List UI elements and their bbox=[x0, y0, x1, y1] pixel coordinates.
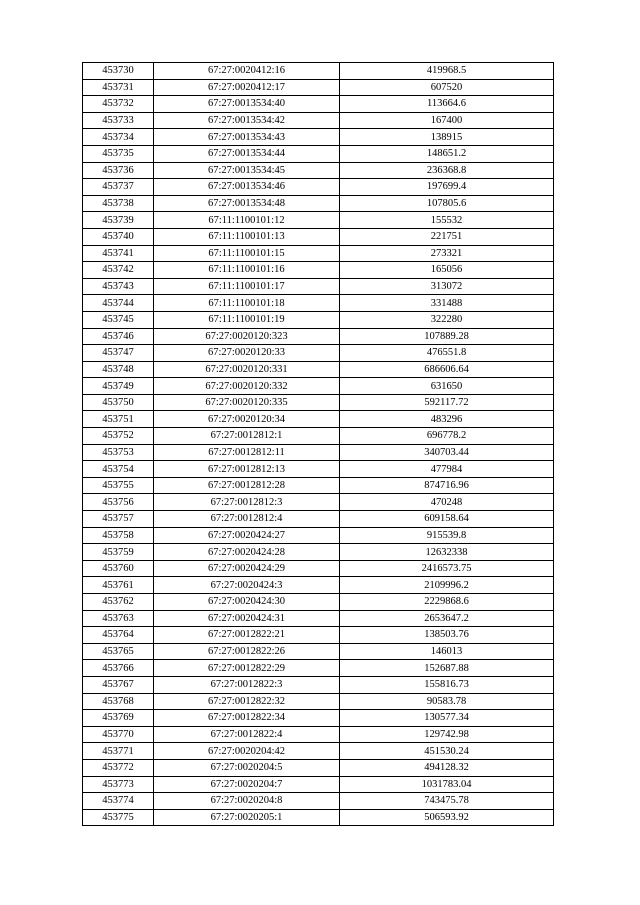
value-cell: 631650 bbox=[340, 378, 554, 395]
cadastral-number-cell: 67:27:0020424:31 bbox=[154, 610, 340, 627]
value-cell: 743475.78 bbox=[340, 793, 554, 810]
cadastral-number-cell: 67:27:0012812:1 bbox=[154, 428, 340, 445]
row-number-cell: 453738 bbox=[83, 195, 154, 212]
row-number-cell: 453748 bbox=[83, 361, 154, 378]
row-number-cell: 453753 bbox=[83, 444, 154, 461]
cadastral-number-cell: 67:27:0020204:7 bbox=[154, 776, 340, 793]
value-cell: 165056 bbox=[340, 262, 554, 279]
value-cell: 129742.98 bbox=[340, 726, 554, 743]
table-row bbox=[83, 793, 554, 810]
value-cell: 273321 bbox=[340, 245, 554, 262]
cadastral-number-cell: 67:11:1100101:17 bbox=[154, 278, 340, 295]
cadastral-number-cell: 67:11:1100101:13 bbox=[154, 228, 340, 245]
cadastral-number-cell: 67:27:0020120:332 bbox=[154, 378, 340, 395]
cadastral-number-cell: 67:27:0012812:4 bbox=[154, 511, 340, 528]
value-cell: 146013 bbox=[340, 643, 554, 660]
row-number-cell: 453766 bbox=[83, 660, 154, 677]
cadastral-number-cell: 67:27:0020204:42 bbox=[154, 743, 340, 760]
value-cell: 167400 bbox=[340, 112, 554, 129]
value-cell: 340703.44 bbox=[340, 444, 554, 461]
cadastral-value-table bbox=[82, 62, 554, 826]
table-row bbox=[83, 627, 554, 644]
row-number-cell: 453751 bbox=[83, 411, 154, 428]
row-number-cell: 453772 bbox=[83, 759, 154, 776]
table-row bbox=[83, 278, 554, 295]
row-number-cell: 453735 bbox=[83, 145, 154, 162]
row-number-cell: 453756 bbox=[83, 494, 154, 511]
table-row bbox=[83, 660, 554, 677]
row-number-cell: 453762 bbox=[83, 594, 154, 611]
value-cell: 322280 bbox=[340, 311, 554, 328]
cadastral-number-cell: 67:27:0013534:44 bbox=[154, 145, 340, 162]
table-row bbox=[83, 511, 554, 528]
row-number-cell: 453745 bbox=[83, 311, 154, 328]
cadastral-number-cell: 67:27:0020424:27 bbox=[154, 527, 340, 544]
table-row bbox=[83, 129, 554, 146]
cadastral-number-cell: 67:27:0020120:331 bbox=[154, 361, 340, 378]
value-cell: 494128.32 bbox=[340, 759, 554, 776]
table-row bbox=[83, 179, 554, 196]
cadastral-number-cell: 67:27:0020204:5 bbox=[154, 759, 340, 776]
value-cell: 2229868.6 bbox=[340, 594, 554, 611]
table-row bbox=[83, 494, 554, 511]
value-cell: 451530.24 bbox=[340, 743, 554, 760]
table-row bbox=[83, 195, 554, 212]
row-number-cell: 453747 bbox=[83, 345, 154, 362]
value-cell: 236368.8 bbox=[340, 162, 554, 179]
table-row bbox=[83, 577, 554, 594]
cadastral-number-cell: 67:27:0012812:3 bbox=[154, 494, 340, 511]
row-number-cell: 453769 bbox=[83, 710, 154, 727]
cadastral-number-cell: 67:27:0020424:28 bbox=[154, 544, 340, 561]
value-cell: 2416573.75 bbox=[340, 560, 554, 577]
row-number-cell: 453740 bbox=[83, 228, 154, 245]
value-cell: 155532 bbox=[340, 212, 554, 229]
value-cell: 686606.64 bbox=[340, 361, 554, 378]
table-row bbox=[83, 743, 554, 760]
table-row bbox=[83, 527, 554, 544]
cadastral-number-cell: 67:27:0012812:28 bbox=[154, 477, 340, 494]
cadastral-number-cell: 67:27:0013534:45 bbox=[154, 162, 340, 179]
table-row bbox=[83, 809, 554, 826]
table-row bbox=[83, 63, 554, 80]
table-row bbox=[83, 676, 554, 693]
row-number-cell: 453742 bbox=[83, 262, 154, 279]
value-cell: 506593.92 bbox=[340, 809, 554, 826]
value-cell: 138503.76 bbox=[340, 627, 554, 644]
table-row bbox=[83, 477, 554, 494]
value-cell: 148651.2 bbox=[340, 145, 554, 162]
row-number-cell: 453764 bbox=[83, 627, 154, 644]
row-number-cell: 453743 bbox=[83, 278, 154, 295]
cadastral-number-cell: 67:27:0013534:42 bbox=[154, 112, 340, 129]
cadastral-number-cell: 67:27:0020424:30 bbox=[154, 594, 340, 611]
cadastral-number-cell: 67:27:0013534:48 bbox=[154, 195, 340, 212]
row-number-cell: 453763 bbox=[83, 610, 154, 627]
table-row bbox=[83, 693, 554, 710]
row-number-cell: 453752 bbox=[83, 428, 154, 445]
value-cell: 152687.88 bbox=[340, 660, 554, 677]
row-number-cell: 453750 bbox=[83, 394, 154, 411]
row-number-cell: 453746 bbox=[83, 328, 154, 345]
table-row bbox=[83, 444, 554, 461]
row-number-cell: 453765 bbox=[83, 643, 154, 660]
cadastral-number-cell: 67:27:0020424:3 bbox=[154, 577, 340, 594]
value-cell: 609158.64 bbox=[340, 511, 554, 528]
cadastral-number-cell: 67:27:0020424:29 bbox=[154, 560, 340, 577]
cadastral-number-cell: 67:27:0020120:34 bbox=[154, 411, 340, 428]
table-row bbox=[83, 411, 554, 428]
value-cell: 2109996.2 bbox=[340, 577, 554, 594]
row-number-cell: 453775 bbox=[83, 809, 154, 826]
cadastral-number-cell: 67:11:1100101:15 bbox=[154, 245, 340, 262]
value-cell: 470248 bbox=[340, 494, 554, 511]
table-row bbox=[83, 145, 554, 162]
row-number-cell: 453733 bbox=[83, 112, 154, 129]
value-cell: 130577.34 bbox=[340, 710, 554, 727]
row-number-cell: 453739 bbox=[83, 212, 154, 229]
table-row bbox=[83, 759, 554, 776]
row-number-cell: 453749 bbox=[83, 378, 154, 395]
table-row bbox=[83, 726, 554, 743]
row-number-cell: 453774 bbox=[83, 793, 154, 810]
row-number-cell: 453754 bbox=[83, 461, 154, 478]
value-cell: 155816.73 bbox=[340, 676, 554, 693]
value-cell: 113664.6 bbox=[340, 96, 554, 113]
cadastral-number-cell: 67:27:0012822:34 bbox=[154, 710, 340, 727]
row-number-cell: 453759 bbox=[83, 544, 154, 561]
table-row bbox=[83, 311, 554, 328]
table-row bbox=[83, 262, 554, 279]
table-row bbox=[83, 560, 554, 577]
cadastral-number-cell: 67:11:1100101:12 bbox=[154, 212, 340, 229]
cadastral-number-cell: 67:11:1100101:16 bbox=[154, 262, 340, 279]
table-row bbox=[83, 361, 554, 378]
row-number-cell: 453771 bbox=[83, 743, 154, 760]
value-cell: 592117.72 bbox=[340, 394, 554, 411]
row-number-cell: 453737 bbox=[83, 179, 154, 196]
value-cell: 696778.2 bbox=[340, 428, 554, 445]
value-cell: 419968.5 bbox=[340, 63, 554, 80]
table-row bbox=[83, 228, 554, 245]
row-number-cell: 453731 bbox=[83, 79, 154, 96]
cadastral-number-cell: 67:27:0013534:46 bbox=[154, 179, 340, 196]
table-row bbox=[83, 345, 554, 362]
cadastral-number-cell: 67:27:0013534:40 bbox=[154, 96, 340, 113]
cadastral-number-cell: 67:27:0012822:29 bbox=[154, 660, 340, 677]
value-cell: 313072 bbox=[340, 278, 554, 295]
value-cell: 221751 bbox=[340, 228, 554, 245]
row-number-cell: 453761 bbox=[83, 577, 154, 594]
table-row bbox=[83, 428, 554, 445]
row-number-cell: 453770 bbox=[83, 726, 154, 743]
table-row bbox=[83, 594, 554, 611]
value-cell: 197699.4 bbox=[340, 179, 554, 196]
cadastral-number-cell: 67:11:1100101:18 bbox=[154, 295, 340, 312]
cadastral-number-cell: 67:27:0012812:11 bbox=[154, 444, 340, 461]
cadastral-number-cell: 67:27:0020412:16 bbox=[154, 63, 340, 80]
value-cell: 476551.8 bbox=[340, 345, 554, 362]
table-row bbox=[83, 378, 554, 395]
cadastral-number-cell: 67:27:0020204:8 bbox=[154, 793, 340, 810]
row-number-cell: 453757 bbox=[83, 511, 154, 528]
cadastral-number-cell: 67:27:0012822:32 bbox=[154, 693, 340, 710]
table-row bbox=[83, 544, 554, 561]
table-row bbox=[83, 96, 554, 113]
cadastral-number-cell: 67:27:0012812:13 bbox=[154, 461, 340, 478]
table-row bbox=[83, 776, 554, 793]
table-row bbox=[83, 710, 554, 727]
value-cell: 138915 bbox=[340, 129, 554, 146]
cadastral-number-cell: 67:27:0020120:335 bbox=[154, 394, 340, 411]
table-body bbox=[83, 63, 554, 826]
table-row bbox=[83, 245, 554, 262]
value-cell: 915539.8 bbox=[340, 527, 554, 544]
row-number-cell: 453773 bbox=[83, 776, 154, 793]
cadastral-number-cell: 67:27:0012822:26 bbox=[154, 643, 340, 660]
table-row bbox=[83, 212, 554, 229]
value-cell: 1031783.04 bbox=[340, 776, 554, 793]
table-row bbox=[83, 461, 554, 478]
table-row bbox=[83, 79, 554, 96]
table-row bbox=[83, 295, 554, 312]
table-row bbox=[83, 394, 554, 411]
cadastral-number-cell: 67:27:0012822:4 bbox=[154, 726, 340, 743]
row-number-cell: 453758 bbox=[83, 527, 154, 544]
table-row bbox=[83, 328, 554, 345]
table-row bbox=[83, 162, 554, 179]
cadastral-number-cell: 67:27:0020120:33 bbox=[154, 345, 340, 362]
value-cell: 2653647.2 bbox=[340, 610, 554, 627]
cadastral-number-cell: 67:27:0013534:43 bbox=[154, 129, 340, 146]
row-number-cell: 453767 bbox=[83, 676, 154, 693]
table-row bbox=[83, 643, 554, 660]
cadastral-number-cell: 67:11:1100101:19 bbox=[154, 311, 340, 328]
row-number-cell: 453755 bbox=[83, 477, 154, 494]
cadastral-number-cell: 67:27:0020205:1 bbox=[154, 809, 340, 826]
value-cell: 874716.96 bbox=[340, 477, 554, 494]
value-cell: 12632338 bbox=[340, 544, 554, 561]
value-cell: 607520 bbox=[340, 79, 554, 96]
row-number-cell: 453736 bbox=[83, 162, 154, 179]
value-cell: 107805.6 bbox=[340, 195, 554, 212]
value-cell: 483296 bbox=[340, 411, 554, 428]
row-number-cell: 453732 bbox=[83, 96, 154, 113]
row-number-cell: 453760 bbox=[83, 560, 154, 577]
row-number-cell: 453730 bbox=[83, 63, 154, 80]
cadastral-number-cell: 67:27:0020120:323 bbox=[154, 328, 340, 345]
row-number-cell: 453734 bbox=[83, 129, 154, 146]
cadastral-number-cell: 67:27:0012822:21 bbox=[154, 627, 340, 644]
cadastral-number-cell: 67:27:0012822:3 bbox=[154, 676, 340, 693]
value-cell: 90583.78 bbox=[340, 693, 554, 710]
row-number-cell: 453744 bbox=[83, 295, 154, 312]
value-cell: 331488 bbox=[340, 295, 554, 312]
cadastral-number-cell: 67:27:0020412:17 bbox=[154, 79, 340, 96]
value-cell: 107889.28 bbox=[340, 328, 554, 345]
row-number-cell: 453741 bbox=[83, 245, 154, 262]
value-cell: 477984 bbox=[340, 461, 554, 478]
table-row bbox=[83, 610, 554, 627]
table-row bbox=[83, 112, 554, 129]
row-number-cell: 453768 bbox=[83, 693, 154, 710]
